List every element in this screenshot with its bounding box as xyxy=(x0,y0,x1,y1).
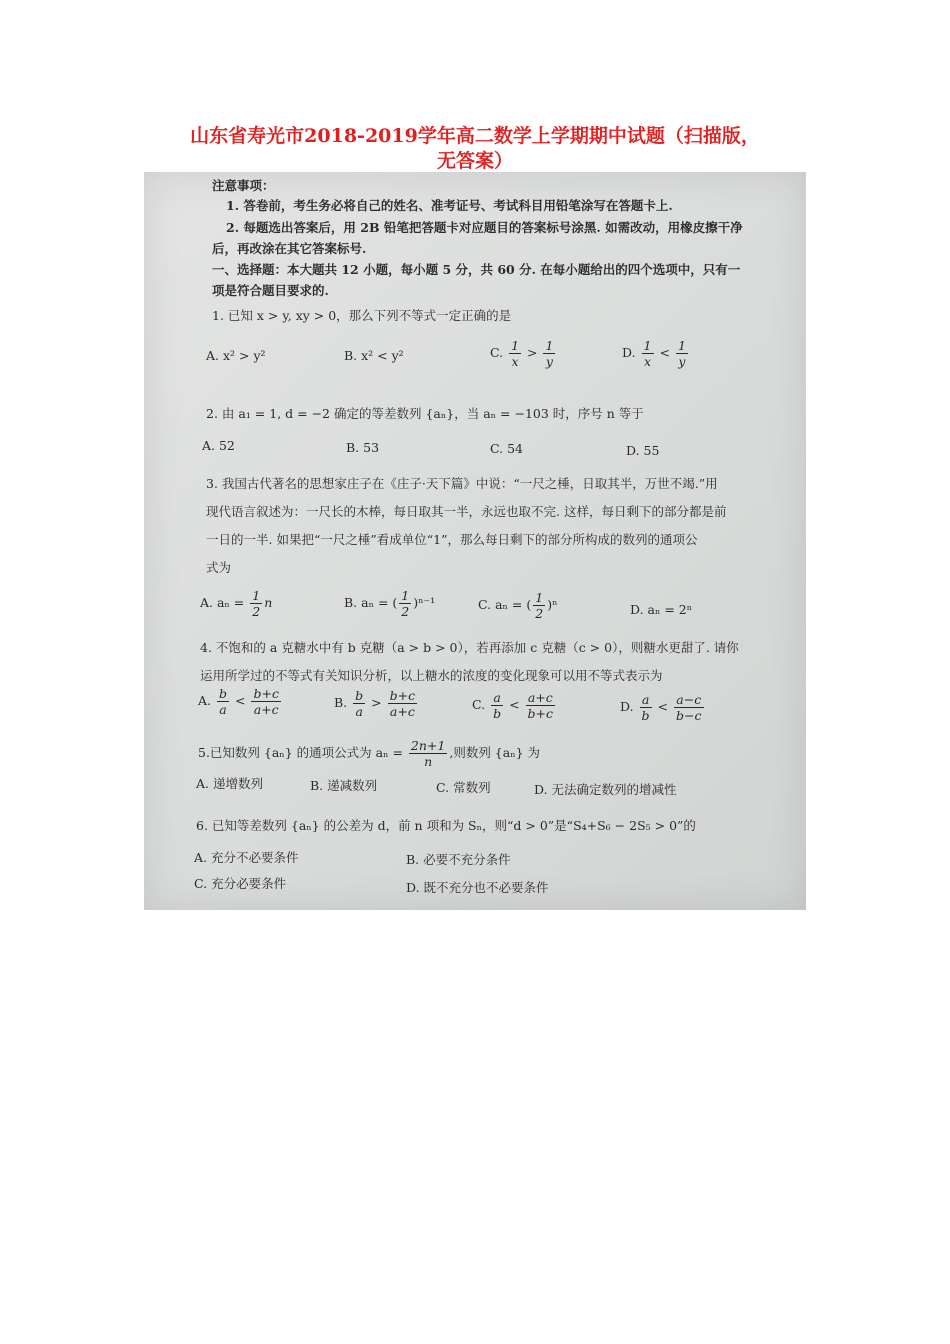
q4-c-d2: b+c xyxy=(527,706,554,721)
q4-option-d xyxy=(620,692,706,723)
q1-c-frac-y xyxy=(543,338,555,369)
q4-b-frac2 xyxy=(388,688,417,719)
q4-b-n2: b+c xyxy=(389,688,416,703)
q3-option-a xyxy=(200,588,272,619)
q3-option-d: D. aₙ = 2ⁿ xyxy=(630,602,693,617)
q4-b-frac1 xyxy=(353,688,365,719)
q4-a-d1: a xyxy=(219,702,227,717)
q5-option-b: B. 递减数列 xyxy=(310,778,378,793)
q4-a-n1: b xyxy=(219,686,228,701)
q3-line-2: 现代语言叙述为：一尺长的木棒，每日取其一半，永远也取不完. 这样，每日剩下的部分都是前 xyxy=(206,504,727,519)
q3-c-den: 2 xyxy=(535,606,544,621)
q4-b-d1: a xyxy=(355,704,363,719)
q6-option-c: C. 充分必要条件 xyxy=(194,876,287,891)
q2-option-b: B. 53 xyxy=(346,440,380,455)
q3-c-frac xyxy=(533,590,545,621)
q4-option-a xyxy=(198,686,283,717)
q6-stem: 6. 已知等差数列 {aₙ} 的公差为 d，前 n 项和为 Sₙ，则“d > 0”是“S₄+S₆ − 2S₅ > 0”的 xyxy=(196,818,696,833)
note-2b: 后，再改涂在其它答案标号. xyxy=(212,241,367,256)
q4-c-d1: b xyxy=(493,706,502,721)
q1-stem: 1. 已知 x > y, xy > 0，那么下列不等式一定正确的是 xyxy=(212,308,512,323)
q3-line-3: 一日的一半. 如果把“一尺之棰”看成单位“1”，那么每日剩下的部分所构成的数列的通项公 xyxy=(206,532,698,547)
q4-c-frac2 xyxy=(526,690,555,721)
q4-a-op: < xyxy=(235,693,246,708)
q3-b-num: 1 xyxy=(401,588,410,603)
section-heading-a: 一、选择题：本大题共 12 小题，每小题 5 分，共 60 分. 在每小题给出的四个选项中，只有一 xyxy=(212,262,741,277)
notes-heading: 注意事项： xyxy=(212,178,275,193)
q5-den: n xyxy=(424,754,433,769)
q3-option-b xyxy=(344,588,435,619)
q6-option-a: A. 充分不必要条件 xyxy=(194,850,299,865)
q1-d-num2: 1 xyxy=(677,338,686,353)
q4-d-op: < xyxy=(657,699,669,714)
q2-option-c: C. 54 xyxy=(490,441,523,456)
q1-option-d xyxy=(622,338,690,369)
q4-d-frac1 xyxy=(640,692,652,723)
q3-c-exp: )ⁿ xyxy=(547,597,558,612)
q3-a-num: 1 xyxy=(252,588,261,603)
q2-stem: 2. 由 a₁ = 1, d = −2 确定的等差数列 {aₙ}，当 aₙ = −103 时，序号 n 等于 xyxy=(206,406,644,421)
q1-d-frac-y xyxy=(676,338,688,369)
q1-d-num: 1 xyxy=(643,338,652,353)
title-line-2: 无答案） xyxy=(436,150,513,172)
q4-c-label: C. xyxy=(472,697,486,712)
q4-a-d2: a+c xyxy=(253,702,279,717)
q1-c-label: C. xyxy=(490,345,504,360)
q4-d-d1: b xyxy=(641,708,650,723)
q4-a-frac2 xyxy=(251,686,280,717)
q5-stem-a: 5.已知数列 {aₙ} 的通项公式为 aₙ = xyxy=(198,745,407,760)
q1-c-num: 1 xyxy=(511,338,520,353)
q6-option-d: D. 既不充分也不必要条件 xyxy=(406,880,549,895)
q5-option-c: C. 常数列 xyxy=(436,780,491,795)
section-heading-b: 项是符合题目要求的. xyxy=(212,283,329,298)
q1-c-den: x xyxy=(511,354,519,369)
q4-b-n1: b xyxy=(355,688,364,703)
q3-line-1: 3. 我国古代著名的思想家庄子在《庄子·天下篇》中说：“一尺之棰，日取其半，万世不竭.”用 xyxy=(206,476,718,491)
q1-option-a: A. x² > y² xyxy=(206,348,266,363)
document-title xyxy=(120,124,830,174)
note-2a: 2. 每题选出答案后，用 2B 铅笔把答题卡对应题目的答案标号涂黑. 如需改动，用橡皮擦干净 xyxy=(226,220,743,235)
q3-b-text: B. aₙ = ( xyxy=(344,595,398,610)
q3-c-num: 1 xyxy=(535,590,544,605)
q1-d-den: x xyxy=(643,354,652,369)
q4-c-n1: a xyxy=(491,690,503,706)
q5-num: 2n+1 xyxy=(410,738,446,753)
q4-b-label: B. xyxy=(334,695,348,710)
q4-a-n2: b+c xyxy=(253,686,279,701)
q3-a-frac xyxy=(250,588,262,619)
q4-line-2: 运用所学过的不等式有关知识分析，以上糖水的浓度的变化现象可以用不等式表示为 xyxy=(200,668,663,683)
q1-d-label: D. xyxy=(622,345,636,360)
q1-d-den2: y xyxy=(678,354,686,369)
q3-line-4: 式为 xyxy=(206,560,232,575)
q1-c-num2: 1 xyxy=(545,338,554,353)
q5-option-d: D. 无法确定数列的增减性 xyxy=(534,782,677,797)
q3-b-exp: )ⁿ⁻¹ xyxy=(413,595,436,610)
q3-b-frac xyxy=(399,588,411,619)
q4-d-d2: b−c xyxy=(676,708,702,723)
q4-option-b xyxy=(334,688,419,719)
q6-option-b: B. 必要不充分条件 xyxy=(406,852,511,867)
q3-a-den: 2 xyxy=(252,604,261,619)
q1-c-op: > xyxy=(527,345,538,360)
q4-d-n2: a−c xyxy=(674,692,703,708)
q4-line-1: 4. 不饱和的 a 克糖水中有 b 克糖（a > b > 0），若再添加 c 克糖（c > 0），则糖水更甜了. 请你 xyxy=(200,640,739,655)
title-line-1: 山东省寿光市2018-2019学年高二数学上学期期中试题（扫描版， xyxy=(190,125,760,147)
q4-b-op: > xyxy=(371,695,382,710)
q4-d-frac2 xyxy=(674,692,703,723)
q4-a-frac1 xyxy=(217,686,229,717)
q1-c-frac-x xyxy=(509,338,521,369)
q4-d-n1: a xyxy=(640,692,652,708)
q1-d-op: < xyxy=(659,345,670,360)
q4-option-c xyxy=(472,690,557,721)
q1-option-c xyxy=(490,338,557,369)
q5-stem-b: ,则数列 {aₙ} 为 xyxy=(449,745,541,760)
note-1: 1. 答卷前，考生务必将自己的姓名、准考证号、考试科目用铅笔涂写在答题卡上. xyxy=(226,198,673,213)
q4-c-n2: a+c xyxy=(526,690,555,706)
q5-frac xyxy=(409,738,447,769)
scanned-exam-page xyxy=(144,172,806,910)
q4-b-d2: a+c xyxy=(389,704,415,719)
q4-a-label: A. xyxy=(198,693,212,708)
q3-option-c xyxy=(478,590,557,621)
q4-d-label: D. xyxy=(620,699,634,714)
q4-c-frac1 xyxy=(491,690,503,721)
q1-c-den2: y xyxy=(545,354,553,369)
q3-c-text: C. aₙ = ( xyxy=(478,597,532,612)
q5-stem xyxy=(198,738,540,769)
q3-a-text: A. aₙ = xyxy=(200,595,249,610)
q1-d-frac-x xyxy=(642,338,654,369)
q2-option-a: A. 52 xyxy=(202,438,235,453)
q3-a-n: n xyxy=(264,595,273,610)
q5-option-a: A. 递增数列 xyxy=(196,776,263,791)
q3-b-den: 2 xyxy=(401,604,410,619)
q2-option-d: D. 55 xyxy=(626,443,660,458)
q1-option-b: B. x² < y² xyxy=(344,348,404,363)
q4-c-op: < xyxy=(509,697,520,712)
